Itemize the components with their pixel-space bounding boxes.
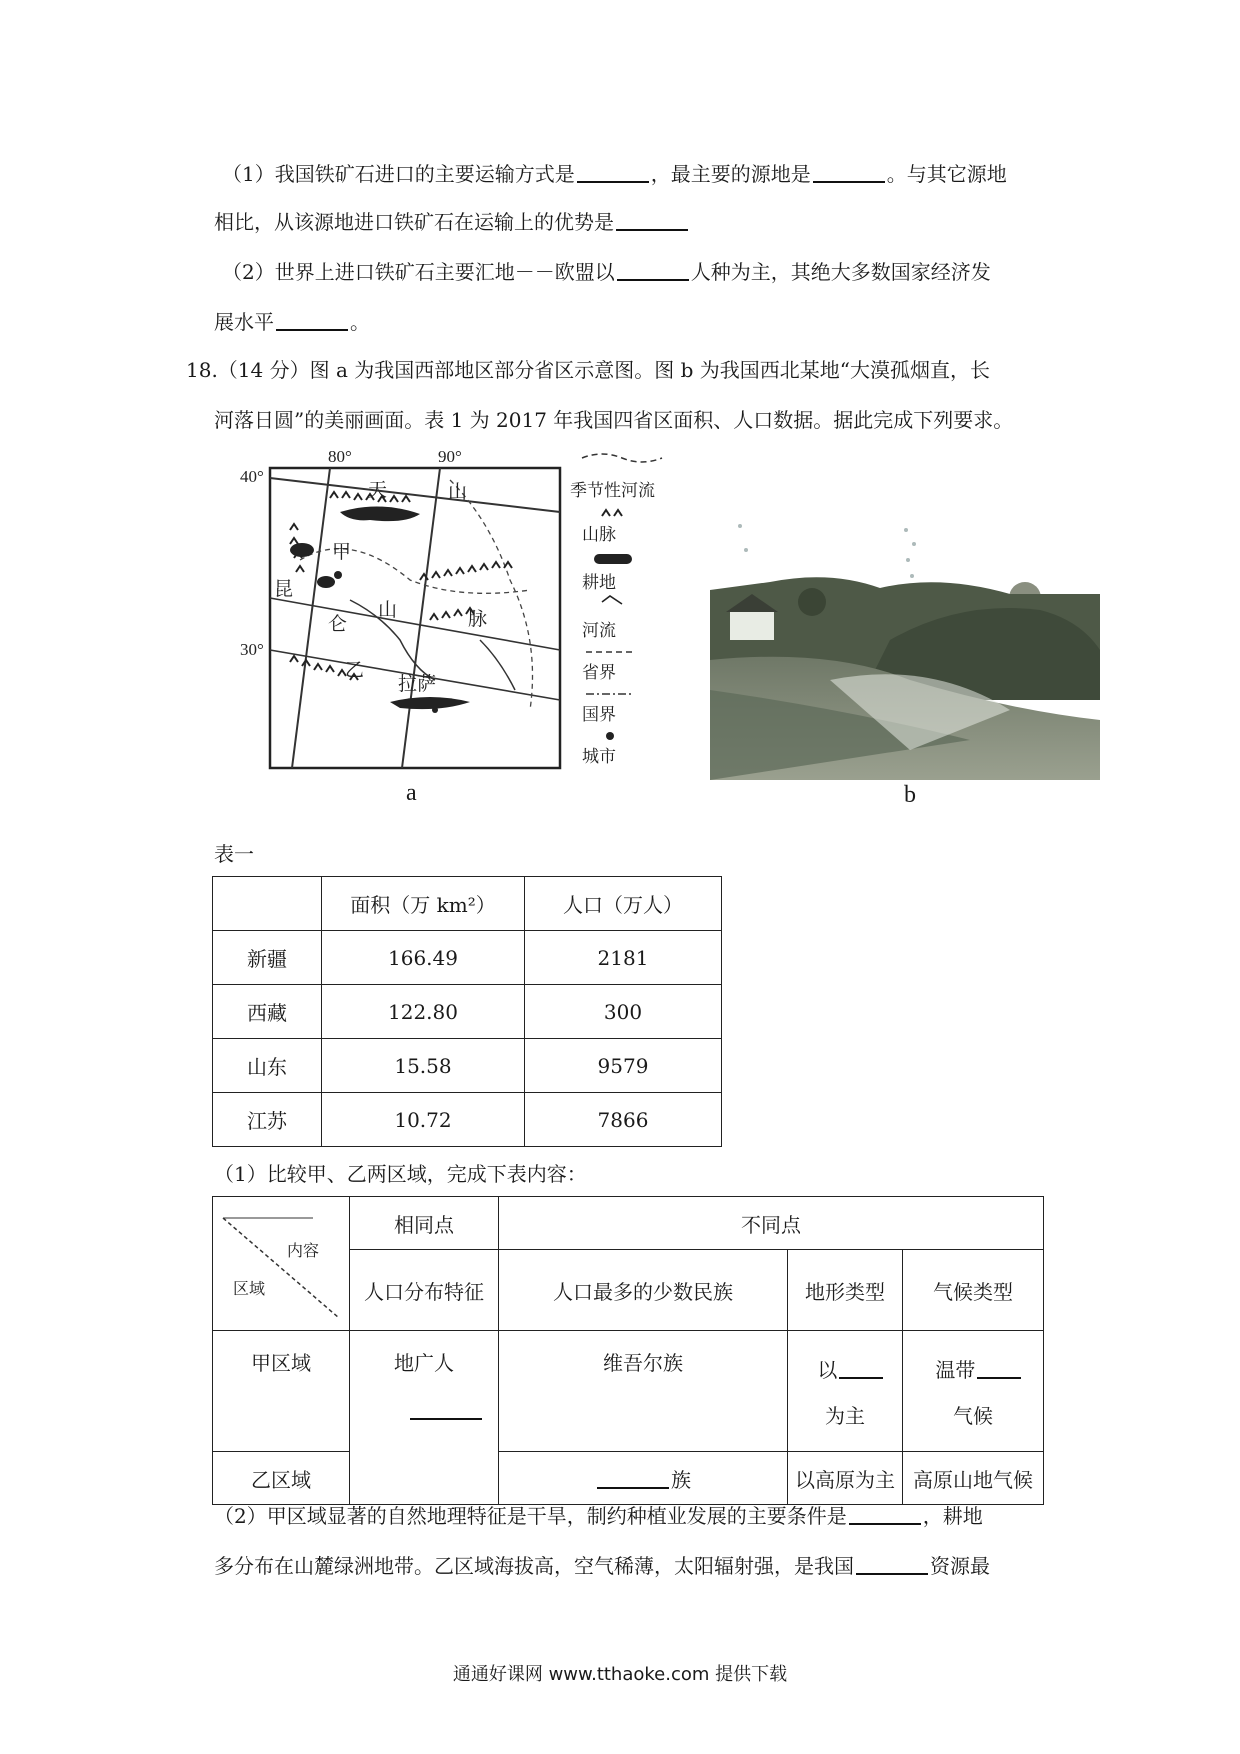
answer-blank[interactable] bbox=[813, 161, 885, 183]
q18-part2-line1: （2）甲区域显著的自然地理特征是干旱，制约种植业发展的主要条件是 ，耕地 bbox=[214, 1504, 983, 1528]
map-label-shan2: 山 bbox=[378, 599, 398, 621]
table-cell: 9579 bbox=[525, 1039, 722, 1093]
answer-blank[interactable] bbox=[617, 259, 689, 281]
table-cell: 山东 bbox=[213, 1039, 322, 1093]
answer-blank[interactable] bbox=[276, 309, 348, 331]
corner-top-label: 内容 bbox=[287, 1240, 320, 1260]
table-cell: 166.49 bbox=[322, 931, 525, 985]
photo-figure-b bbox=[710, 510, 1100, 808]
table-header-cell: 面积（万 km²） bbox=[322, 877, 525, 931]
legend-farmland: 耕地 bbox=[582, 573, 616, 593]
table-row bbox=[213, 931, 722, 985]
table-cell: 15.58 bbox=[322, 1039, 525, 1093]
pop-feature-cell bbox=[350, 1331, 499, 1505]
map-label-lun: 仑 bbox=[328, 613, 348, 635]
corner-bottom-label: 区域 bbox=[233, 1278, 266, 1298]
table-corner-cell bbox=[213, 1197, 350, 1331]
map-label-lhasa: 拉萨 bbox=[398, 673, 437, 695]
lat-label-30: 30° bbox=[240, 640, 264, 659]
lon-label-90: 90° bbox=[438, 447, 462, 466]
answer-blank[interactable] bbox=[577, 161, 649, 183]
map-label-mai: 脉 bbox=[468, 608, 488, 630]
subheader-climate: 气候类型 bbox=[903, 1250, 1044, 1331]
minority-yi-cell: 族 bbox=[499, 1452, 788, 1505]
answer-blank[interactable] bbox=[597, 1467, 669, 1489]
table-cell: 10.72 bbox=[322, 1093, 525, 1147]
legend-national-boundary: 国界 bbox=[582, 705, 616, 725]
table1-title: 表一 bbox=[214, 842, 254, 866]
map-label-jia: 甲 bbox=[332, 541, 352, 563]
legend-mountain: 山脉 bbox=[582, 525, 616, 545]
answer-blank[interactable] bbox=[616, 209, 688, 231]
legend-provincial-boundary: 省界 bbox=[582, 663, 616, 683]
legend-seasonal-river: 季节性河流 bbox=[570, 481, 655, 501]
q18-part1-text: （1）比较甲、乙两区域，完成下表内容： bbox=[214, 1162, 587, 1186]
lon-label-80: 80° bbox=[328, 447, 352, 466]
subheader-terrain: 地形类型 bbox=[788, 1250, 903, 1331]
table-cell: 江苏 bbox=[213, 1093, 322, 1147]
map-figure-a bbox=[230, 440, 700, 830]
terrain-jia-cell: 以 为主 bbox=[788, 1331, 903, 1452]
table-row-jia bbox=[213, 1331, 1044, 1452]
table-header-row bbox=[213, 877, 722, 931]
desert-landscape-photo bbox=[710, 510, 1100, 780]
lat-label-40: 40° bbox=[240, 467, 264, 486]
q17-part2-line2: 展水平 。 bbox=[214, 310, 370, 334]
map-label-yi: 乙 bbox=[345, 659, 365, 681]
q18-intro-line2: 河落日圆”的美丽画面。表 1 为 2017 年我国四省区面积、人口数据。据此完成下列要求。 bbox=[214, 408, 1014, 432]
table-row bbox=[213, 1039, 722, 1093]
diagonal-divider bbox=[213, 1198, 349, 1330]
table-row-yi bbox=[213, 1452, 1044, 1505]
table-row bbox=[213, 1093, 722, 1147]
q17-part2-line1: （2）世界上进口铁矿石主要汇地－－欧盟以 人种为主，其绝大多数国家经济发 bbox=[222, 260, 991, 284]
table-cell: 2181 bbox=[525, 931, 722, 985]
map-label-tian: 天 bbox=[368, 479, 388, 501]
figure-b-caption: b bbox=[904, 782, 916, 808]
q17-part1-line1: （1）我国铁矿石进口的主要运输方式是 ，最主要的源地是 。与其它源地 bbox=[222, 162, 1007, 186]
answer-blank[interactable] bbox=[977, 1357, 1021, 1379]
table-row bbox=[213, 985, 722, 1039]
answer-blank[interactable] bbox=[839, 1357, 883, 1379]
page-footer: 通通好课网 www.tthaoke.com 提供下载 bbox=[452, 1664, 788, 1685]
answer-blank[interactable] bbox=[849, 1503, 921, 1525]
q18-part2-line2: 多分布在山麓绿洲地带。乙区域海拔高，空气稀薄，太阳辐射强，是我国 资源最 bbox=[214, 1554, 990, 1578]
climate-jia-cell: 温带 气候 bbox=[903, 1331, 1044, 1452]
map-label-shan: 山 bbox=[448, 481, 468, 503]
region-jia: 甲区域 bbox=[213, 1331, 350, 1452]
q17-part1-line2: 相比，从该源地进口铁矿石在运输上的优势是 bbox=[214, 208, 690, 236]
pop-feature-text: 地广人 bbox=[394, 1351, 454, 1375]
answer-blank[interactable] bbox=[410, 1398, 482, 1420]
region-yi: 乙区域 bbox=[213, 1452, 350, 1505]
table-region-comparison bbox=[212, 1196, 1044, 1505]
table-cell: 西藏 bbox=[213, 985, 322, 1039]
subheader-minority: 人口最多的少数民族 bbox=[499, 1250, 788, 1331]
table-header-cell bbox=[213, 877, 322, 931]
figure-a-caption: a bbox=[406, 780, 417, 806]
q18-intro-line1: 18.（14 分）图 a 为我国西部地区部分省区示意图。图 b 为我国西北某地“大漠孤烟直，长 bbox=[186, 358, 990, 382]
table-cell: 300 bbox=[525, 985, 722, 1039]
legend-city: 城市 bbox=[582, 747, 616, 767]
table-header-cell: 人口（万人） bbox=[525, 877, 722, 931]
terrain-yi: 以高原为主 bbox=[788, 1452, 903, 1505]
subheader-population-feature: 人口分布特征 bbox=[350, 1250, 499, 1331]
minority-jia: 维吾尔族 bbox=[499, 1331, 788, 1452]
table-cell: 7866 bbox=[525, 1093, 722, 1147]
table-cell: 122.80 bbox=[322, 985, 525, 1039]
answer-blank[interactable] bbox=[856, 1553, 928, 1575]
table-cell: 新疆 bbox=[213, 931, 322, 985]
diff-point-header: 不同点 bbox=[499, 1197, 1044, 1250]
climate-yi: 高原山地气候 bbox=[903, 1452, 1044, 1505]
west-china-map bbox=[230, 440, 700, 830]
table-province-area-population bbox=[212, 876, 722, 1147]
legend-river: 河流 bbox=[582, 621, 616, 641]
same-point-header: 相同点 bbox=[350, 1197, 499, 1250]
map-label-kun: 昆 bbox=[274, 578, 294, 600]
